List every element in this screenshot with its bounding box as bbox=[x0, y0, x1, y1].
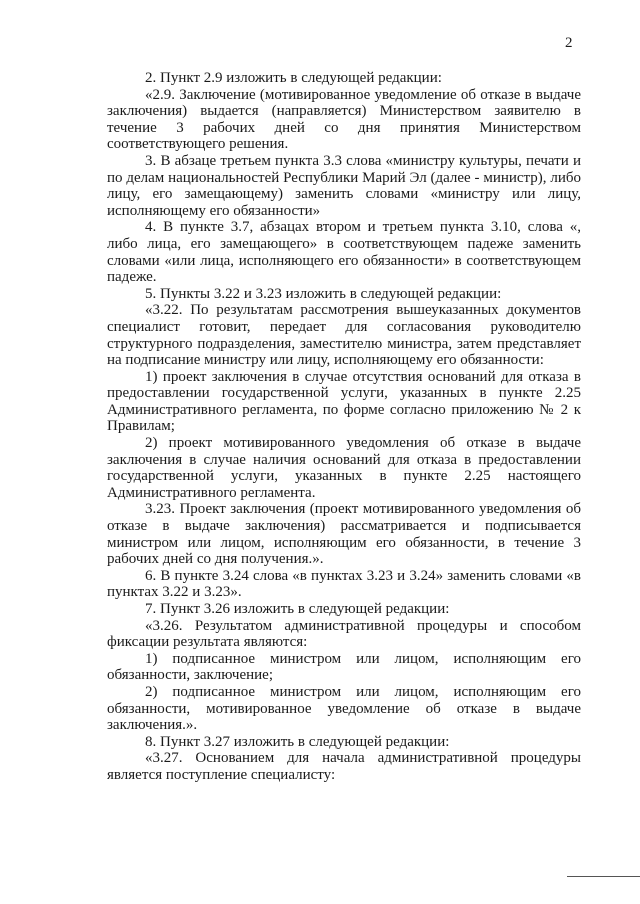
document-body bbox=[107, 70, 581, 784]
paragraph-5: 5. Пункты 3.22 и 3.23 изложить в следующей редакции: bbox=[145, 285, 502, 302]
paragraph-14: 2) подписанное министром или лицом, исполняющим его обязанности, мотивированное уведомление об отказе в выдаче заключения.». bbox=[107, 683, 581, 734]
paragraph-12: «3.26. Результатом административной процедуры и способом фиксации результата являются: bbox=[107, 617, 581, 651]
paragraph-10: 6. В пункте 3.24 слова «в пунктах 3.23 и 3.24» заменить словами «в пунктах 3.22 и 3.23». bbox=[107, 567, 581, 601]
paragraph-1: 2. Пункт 2.9 изложить в следующей редакции: bbox=[145, 70, 442, 86]
footer-rule bbox=[567, 876, 640, 877]
paragraph-4: 4. В пункте 3.7, абзацах втором и третьем пункта 3.10, слова «, либо лица, его замещающего» в соответствующем падеже заменить словами «или лица, исполняющего его обязанности» в соответствующем падеже. bbox=[107, 219, 581, 286]
paragraph-6: «3.22. По результатам рассмотрения вышеуказанных документов специалист готовит, передает для согласования руководителю структурного подразделения, заместителю министра, затем представляет на подписание министру или лицу, исполняющему его обязанности: bbox=[107, 302, 581, 369]
paragraph-7: 1) проект заключения в случае отсутствия оснований для отказа в предоставлении государственной услуги, указанных в пункте 2.25 Административного регламента, по форме согласно приложению № 2 к Правилам; bbox=[107, 368, 581, 435]
paragraph-16: «3.27. Основанием для начала административной процедуры является поступление специалисту: bbox=[107, 750, 581, 783]
page-number: 2 bbox=[565, 35, 573, 51]
paragraph-11: 7. Пункт 3.26 изложить в следующей редакции: bbox=[145, 601, 450, 617]
paragraph-15: 8. Пункт 3.27 изложить в следующей редакции: bbox=[145, 733, 450, 750]
paragraph-9: 3.23. Проект заключения (проект мотивированного уведомления об отказе в выдаче заключения) рассматривается и подписывается министром или лицом, исполняющим его обязанности, в течение 3 рабочих дней со дня получения.». bbox=[107, 501, 581, 568]
paragraph-2: «2.9. Заключение (мотивированное уведомление об отказе в выдаче заключения) выдается (направляется) Министерством заявителю в течение 3 рабочих дней со дня принятия Министерством соответствующего решения. bbox=[107, 86, 581, 153]
paragraph-3: 3. В абзаце третьем пункта 3.3 слова «министру культуры, печати и по делам национальностей Республики Марий Эл (далее - министр), либо лицу, его замещающему) заменить словами «министру или лицу, исполняющему его обязанности» bbox=[107, 152, 581, 219]
paragraph-13: 1) подписанное министром или лицом, исполняющим его обязанности, заключение; bbox=[107, 650, 581, 684]
paragraph-8: 2) проект мотивированного уведомления об отказе в выдаче заключения в случае наличия оснований для отказа в предоставлении государственной услуги, указанных в пункте 2.25 настоящего Административного регламента. bbox=[107, 435, 581, 501]
